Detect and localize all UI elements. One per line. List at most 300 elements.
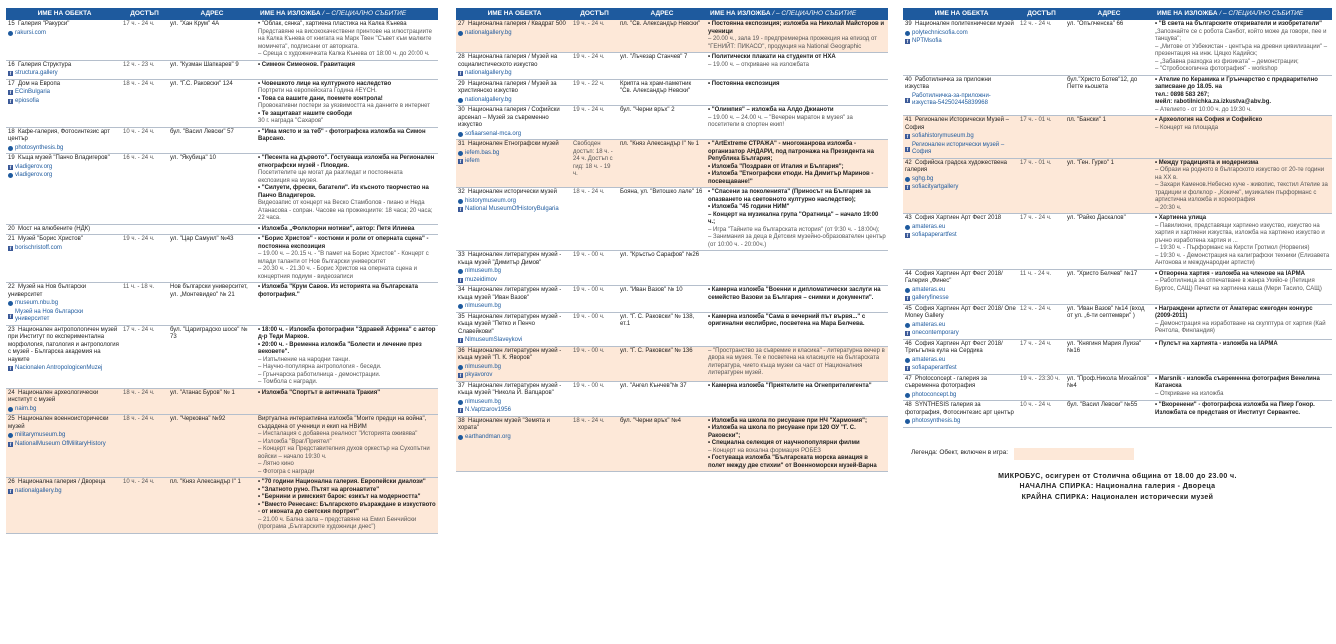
facebook-icon: f: [459, 277, 462, 283]
exhibition-title: • Това са вашите дани, поемете контрола!: [258, 95, 383, 102]
venue-number: 24: [8, 389, 15, 396]
venue-exhibition: [706, 382, 888, 416]
facebook-link[interactable]: [905, 295, 1016, 303]
venue-cell: [456, 188, 571, 250]
venue-cell: [903, 76, 1018, 116]
facebook-link[interactable]: [8, 98, 119, 106]
facebook-link[interactable]: [8, 441, 119, 449]
venue-address: бул. "Цариградско шосе" № 73: [170, 326, 248, 340]
venue-number: 21: [8, 236, 15, 242]
link-text[interactable]: sofiapaperartfest: [912, 232, 957, 238]
link-text[interactable]: NationalMuseum OfMilitaryHistory: [15, 440, 106, 447]
venue-name: Национален литературен музей - къща музей "П. К. Яворов": [458, 347, 562, 361]
facebook-link[interactable]: [905, 142, 1016, 157]
event-note: – Игра "Тайните на българската история" (от 9:30 ч. - 18:00ч);: [708, 226, 880, 233]
globe-icon: [8, 31, 13, 36]
venue-row: [6, 326, 438, 389]
event-note: – 21.00 ч. Бална зала – представяне на Емил Бенчийски (програма „Българските художници днес"): [258, 516, 417, 530]
globe-icon: [905, 177, 910, 182]
link-text[interactable]: sofiahistorymuseum.bg: [912, 133, 974, 139]
venue-address: пл. "Бански" 1: [1067, 117, 1106, 123]
link-text[interactable]: earthandman.org: [465, 433, 511, 440]
link-text[interactable]: photoconcept.bg: [912, 391, 957, 398]
website-link[interactable]: [8, 172, 119, 180]
link-text[interactable]: amateras.eu: [912, 356, 946, 363]
column-3: [903, 8, 1332, 636]
link-text[interactable]: pkyavorov: [465, 372, 493, 378]
event-note: – 19.00 ч. – откриване на изложбата: [708, 61, 809, 68]
exhibition-title: • 20:00 ч. - Временна изложба "Болести и лечение през вековете".: [258, 341, 422, 355]
header-time: ДОСТЪП: [130, 9, 159, 17]
venue-exhibition: [706, 347, 888, 381]
venue-address: [168, 225, 256, 235]
venue-number: 45: [905, 305, 912, 312]
venue-time: 19 ч. - 00 ч.: [573, 287, 605, 293]
venue-number: 15: [8, 21, 15, 27]
exhibition-title: • Гостуваща изложба "Българската морска авиация в полет между две стихии" от Военноморски музей-Варна: [708, 455, 877, 469]
venue-name: Галерия "Ракурси": [18, 21, 70, 27]
venue-number: 31: [458, 141, 465, 147]
venue-cell: [456, 382, 571, 416]
facebook-link[interactable]: [8, 70, 119, 78]
exhibition-title: • Постоянна експозиция; изложба на Николай Майсторов и ученици: [708, 21, 885, 35]
header-name: ИМЕ НА ОБЕКТА: [487, 9, 542, 17]
event-note: – Лятно кино: [258, 461, 294, 467]
header-exhibition-note: / – СПЕЦИАЛНО СЪБИТИЕ: [772, 9, 857, 17]
exhibition-title: тел.: 0898 583 267;: [1155, 91, 1210, 98]
venue-cell: [456, 347, 571, 381]
facebook-icon: f: [459, 338, 462, 344]
event-note: – Занимания за деца в Детския музейно-образователен център (от 10:00 ч. - 20:00ч.): [708, 234, 886, 248]
venue-name: Национален антропологичен музей при Институт по експериментална морфология, патология и антропология с музей - Българска академия на науките: [8, 326, 119, 363]
event-note: – Фотогра с награди: [258, 468, 315, 475]
facebook-link[interactable]: [905, 365, 1016, 373]
facebook-link[interactable]: [458, 337, 569, 345]
venue-number: 19: [8, 155, 15, 161]
exhibition-title: • Археология на София и Софийско: [1155, 117, 1263, 123]
venue-time: 19 ч. - 00 ч.: [573, 313, 605, 320]
venue-time: 10 ч. - 24 ч.: [123, 479, 155, 485]
venue-number: 35: [458, 313, 465, 320]
link-text[interactable]: structura.gallery: [15, 70, 58, 76]
exhibition-title: • Пулсът на хартията - изложба на IAPMA: [1155, 340, 1278, 347]
globe-icon: [8, 301, 13, 306]
exhibition-title: • Симеон Симеонов. Гравитация: [258, 61, 355, 68]
venue-time: 18 ч. - 24 ч.: [123, 80, 155, 87]
link-text[interactable]: amateras.eu: [912, 321, 946, 328]
link-text[interactable]: N.Vaptzarov1956: [465, 407, 511, 413]
link-text[interactable]: galleryfinesse: [912, 295, 949, 301]
facebook-link[interactable]: [458, 277, 569, 285]
venue-address: ул. "Цар Самуил" №43: [170, 236, 234, 242]
link-text[interactable]: amateras.eu: [912, 286, 946, 293]
link-text[interactable]: rakursi.com: [15, 29, 47, 36]
event-note: – Концерт на площада: [1155, 124, 1219, 131]
venue-exhibition: [706, 188, 888, 250]
venue-exhibition: [256, 389, 438, 415]
facebook-link[interactable]: [905, 184, 1016, 192]
venue-exhibition: [1153, 116, 1332, 158]
exhibition-title: • 18:00 ч. - Изложба фотографии "Здравей Африка" с автор д-р Теди Марков.: [258, 326, 436, 340]
venue-address: ул. "Атанас Буров" № 1: [170, 389, 235, 396]
exhibition-title: • Награждени артисти от Аматерас ежегоден конкурс (2009-2011): [1155, 305, 1313, 319]
link-text[interactable]: sofiaarsenal-mca.org: [465, 130, 522, 137]
website-link[interactable]: [458, 30, 569, 38]
venue-exhibition: [256, 225, 438, 235]
venue-cell: [903, 270, 1018, 304]
link-text[interactable]: nationalgallery.bg: [15, 487, 62, 494]
facebook-link[interactable]: [905, 232, 1016, 240]
venue-row: [456, 382, 888, 417]
venue-name: Национален археологически институт с музей: [8, 389, 99, 403]
link-text[interactable]: polytechnicsofia.com: [912, 29, 968, 36]
header-name: ИМЕ НА ОБЕКТА: [934, 9, 989, 17]
facebook-link[interactable]: [458, 158, 569, 166]
legend: [903, 448, 1332, 460]
website-link[interactable]: [905, 322, 1016, 330]
header-exhibition: [256, 10, 438, 18]
header-name: ИМЕ НА ОБЕКТА: [37, 9, 92, 17]
link-text[interactable]: sofiacityartgallery: [912, 184, 959, 190]
link-text[interactable]: historymuseum.org: [465, 197, 517, 204]
globe-icon: [458, 304, 463, 309]
venue-time: 10 ч. - 24 ч.: [1020, 402, 1052, 408]
website-link[interactable]: [458, 268, 569, 276]
column-1: [6, 8, 438, 636]
website-link[interactable]: [8, 406, 119, 414]
venue-number: 44: [905, 270, 912, 277]
venue-time: 19 ч. - 24 ч.: [573, 21, 605, 27]
facebook-icon: f: [9, 98, 12, 104]
venue-row: [6, 128, 438, 155]
event-note: – Изложба "Враг/Приятел": [258, 438, 332, 445]
venue-cell: [903, 116, 1018, 158]
venue-number: 23: [8, 326, 15, 333]
facebook-link[interactable]: [8, 309, 119, 324]
website-link[interactable]: [458, 364, 569, 372]
link-text[interactable]: nationalgallery.bg: [465, 70, 512, 76]
venue-name: Национален литературен музей - къща музей "Иван Вазов": [458, 287, 562, 301]
facebook-link[interactable]: [8, 488, 119, 496]
website-link[interactable]: [905, 392, 1016, 400]
venue-number: 34: [458, 287, 465, 293]
globe-icon: [458, 151, 463, 156]
link-text[interactable]: iefem.bas.bg: [465, 149, 500, 156]
venue-row: [6, 225, 438, 236]
exhibition-title: • Изложба "Етнографски етюди. На Димитър Маринов - посвещаване!": [708, 171, 874, 185]
venue-address: ул. "Иван Вазов" №14 (вход от ул. „6-ти септември" ): [1067, 305, 1145, 319]
link-text[interactable]: amateras.eu: [912, 223, 946, 230]
facebook-link[interactable]: [8, 164, 119, 172]
exhibition-title: • Marsnik - изложба съвременна фотография Венелина Катанска: [1155, 375, 1320, 389]
facebook-link[interactable]: [458, 407, 569, 415]
facebook-icon: f: [906, 185, 909, 191]
venue-name: София Хартиен Арт Фест 2018: [915, 215, 1002, 221]
link-text[interactable]: sghg.bg: [912, 175, 934, 182]
website-link[interactable]: [905, 357, 1016, 365]
facebook-icon: f: [906, 97, 909, 103]
venue-exhibition: [706, 53, 888, 79]
header-exhibition-label: ИМЕ НА ИЗЛОЖБА: [260, 9, 321, 17]
website-link[interactable]: [905, 30, 1016, 38]
event-note: – Образи на родното в българското изкуство от 20-те години на XX в.: [1155, 167, 1325, 181]
venue-number: 47: [905, 375, 912, 382]
venue-name: Работилничка за приложни изкуства: [905, 76, 992, 90]
link-text[interactable]: epiosofia: [15, 97, 40, 104]
website-link[interactable]: [458, 131, 569, 139]
website-link[interactable]: [8, 432, 119, 440]
link-text[interactable]: photosynthesis.bg: [15, 144, 64, 151]
website-link[interactable]: [8, 300, 119, 308]
table-header: [456, 8, 888, 20]
venue-exhibition: [706, 80, 888, 106]
exhibition-title: • "Силуети, фрески, багатели". Из късното творчество на Панчо Владигеров.: [258, 185, 429, 199]
facebook-link[interactable]: [905, 133, 1016, 141]
venue-name: Photoconcept - галерия за съвременна фотография: [905, 375, 987, 389]
link-text[interactable]: onecontemporary: [912, 330, 959, 336]
link-text[interactable]: muzeidimov: [465, 276, 498, 283]
exhibition-title: • "Бернини и римският барок: езикът на модерността": [258, 494, 421, 500]
venue-time: 19 ч. - 00 ч.: [573, 382, 605, 389]
globe-icon: [458, 199, 463, 204]
venue-number: 40: [905, 76, 912, 83]
venue-cell: [6, 20, 121, 60]
link-text[interactable]: NlmuseumSlaveykovi: [465, 337, 523, 343]
header-exhibition: [706, 10, 888, 18]
venue-row: [903, 214, 1332, 270]
exhibition-title: • Те защитават нашите свободи: [258, 110, 352, 117]
venue-time: 17 ч. - 24 ч.: [123, 21, 155, 27]
facebook-link[interactable]: [905, 330, 1016, 338]
venue-time: 17 ч. - 24 ч.: [1020, 340, 1052, 347]
header-exhibition-label: ИМЕ НА ИЗЛОЖБА: [1157, 9, 1218, 17]
facebook-link[interactable]: [458, 70, 569, 78]
venue-number: 17: [8, 80, 15, 87]
event-note: – Грънчарска работилница - демонстрации.: [258, 371, 381, 378]
website-link[interactable]: [458, 198, 569, 206]
globe-icon: [458, 98, 463, 103]
facebook-icon: f: [459, 408, 462, 414]
venue-address: ул. "Якубица" 10: [170, 155, 216, 161]
venue-number: 38: [458, 417, 465, 424]
exhibition-title: • Изложба "Спортът в античната Тракия": [258, 389, 381, 396]
globe-icon: [8, 407, 13, 412]
facebook-icon: f: [9, 488, 12, 494]
venue-cell: [456, 417, 571, 472]
event-note: – „Забавна разходка из физиката" – демонстрации;: [1155, 58, 1299, 65]
facebook-icon: f: [906, 146, 909, 152]
venue-cell: [6, 415, 121, 477]
link-text[interactable]: Nacionalen AntropologicenMuzej: [15, 365, 103, 371]
link-text[interactable]: National MuseumOfHistoryBulgaria: [465, 206, 559, 212]
venue-cell: [456, 106, 571, 139]
venue-time: 17 ч. - 01 ч.: [1020, 117, 1052, 123]
event-note: – Захари Каменов.Небесно куче - живопис, текстил Ателие за традиции и фолклор - „Кокиче", музикален пърформанс с артистична изложба и хореография: [1155, 182, 1328, 203]
facebook-icon: f: [459, 71, 462, 77]
link-text[interactable]: vladigerov.org: [15, 172, 53, 178]
header-exhibition-label: ИМЕ НА ИЗЛОЖБА: [710, 9, 771, 17]
event-note: Провокативни постери за уязвимостта на данните в интернет: [258, 103, 430, 109]
link-text[interactable]: photosynthesis.bg: [912, 418, 961, 424]
venue-row: [456, 106, 888, 140]
link-text[interactable]: nationalgallery.bg: [465, 96, 512, 103]
website-link[interactable]: [905, 176, 1016, 184]
event-note: – Концерт на вокална формация РОБЕЗ: [708, 447, 821, 454]
globe-icon: [905, 358, 910, 363]
website-link[interactable]: [458, 399, 569, 407]
facebook-link[interactable]: [8, 365, 119, 373]
event-note: – 20:30 ч.: [1155, 204, 1182, 211]
venue-address: бул. "Черни връх" №4: [620, 417, 681, 424]
venue-row: [456, 347, 888, 382]
exhibition-title: – Концерт на музикална група "Оратница" – начало 19:00 ч.;: [708, 211, 879, 225]
venue-cell: [456, 20, 571, 52]
venue-row: [456, 20, 888, 53]
exhibition-title: • Специална селекция от научнопопулярни филми: [708, 440, 860, 446]
venue-name: Музей на Нов български университет: [8, 284, 87, 298]
facebook-link[interactable]: [8, 89, 119, 97]
exhibition-title: • "Олимпия" – изложба на Алдо Джианоти: [708, 107, 834, 113]
venue-address: ул. "Ангел Кънчев"№ 37: [620, 382, 687, 389]
venue-name: Национална галерия / Музей на социалистическото изкуство: [458, 54, 558, 68]
facebook-icon: f: [906, 134, 909, 140]
facebook-link[interactable]: [458, 372, 569, 380]
facebook-icon: f: [9, 366, 12, 372]
venue-number: 20: [8, 225, 15, 232]
venue-row: [6, 415, 438, 478]
website-link[interactable]: [905, 224, 1016, 232]
column-2: [456, 8, 888, 636]
link-text[interactable]: NPTMsofia: [912, 38, 942, 44]
venue-number: 41: [905, 117, 912, 123]
link-text[interactable]: nationalgallery.bg: [465, 29, 512, 36]
globe-icon: [8, 173, 13, 178]
venue-exhibition: [1153, 159, 1332, 214]
venue-name: Национален Етнографски музей: [468, 141, 559, 147]
venue-time: 18 ч. - 24 ч.: [123, 416, 155, 422]
venue-cell: [456, 53, 571, 79]
venue-cell: [903, 214, 1018, 269]
venue-cell: [6, 326, 121, 388]
link-text[interactable]: nlmuseum.bg: [465, 303, 502, 309]
exhibition-title: • Човешкото лице на културното наследство: [258, 80, 392, 87]
venue-exhibition: [256, 128, 438, 154]
link-text[interactable]: militarymuseum.bg: [15, 432, 66, 438]
link-text[interactable]: Работилничка-за-приложни-изкуства-542502445839968: [912, 92, 991, 106]
exhibition-title: • "Борис Христов" - костюми и роли от оперната сцена" - постоянна експозиция: [258, 236, 429, 250]
venue-row: [456, 188, 888, 251]
venue-time: 19 ч. - 22 ч.: [573, 80, 605, 87]
venue-name: Национална галерия / Музей за християнско изкуство: [458, 80, 557, 94]
venue-address: ул. "Опълченска" 66: [1067, 21, 1124, 27]
venue-address: пл. "Княз Александър I" № 1: [620, 141, 699, 147]
facebook-link[interactable]: [905, 38, 1016, 46]
venue-name: Кафе-галерия, Фотосинтезис арт център: [8, 128, 111, 142]
facebook-icon: f: [906, 296, 909, 302]
facebook-link[interactable]: [8, 245, 119, 253]
venue-name: Национален музей "Земята и хората": [458, 417, 550, 431]
link-text[interactable]: vladigerov.org: [15, 163, 53, 170]
event-note: – Откриване на изложба: [1155, 390, 1224, 397]
link-text[interactable]: Регионален исторически музей – София: [912, 141, 1005, 155]
website-link[interactable]: [905, 287, 1016, 295]
venue-name: Национален литературен музей - къща музей "Петко и Пенчо Славейкови": [458, 313, 562, 335]
link-text[interactable]: naim.bg: [15, 405, 37, 412]
venue-exhibition: [706, 140, 888, 187]
website-link[interactable]: [458, 97, 569, 105]
event-note: – Демонстрация на изработване на скулптура от хартия (Кай Рентола, Финландия): [1155, 320, 1326, 334]
website-link[interactable]: [458, 150, 569, 158]
venue-name: Национален политехнически музей: [915, 21, 1014, 27]
venue-time: 19 ч. - 24 ч.: [573, 54, 605, 60]
exhibition-title: • "Златното руно. Пътят на аргонавтите": [258, 486, 380, 493]
link-text[interactable]: iefem: [465, 158, 480, 164]
venue-cell: [456, 251, 571, 285]
venue-row: [6, 80, 438, 128]
venue-row: [903, 401, 1332, 428]
venue-address: бул. "Васил Левски" 57: [170, 128, 234, 135]
facebook-link[interactable]: [905, 93, 1016, 108]
venue-number: 30: [458, 107, 465, 113]
link-text[interactable]: sofiapaperartfest: [912, 365, 957, 371]
venue-exhibition: [256, 415, 438, 477]
website-link[interactable]: [8, 30, 119, 38]
link-text[interactable]: nlmuseum.bg: [465, 268, 502, 274]
event-note: „Запознайте се с робота Санбот, който може да говори, пее и танцува";: [1155, 28, 1327, 42]
venue-number: 36: [458, 347, 465, 354]
globe-icon: [458, 435, 463, 440]
website-link[interactable]: [905, 418, 1016, 426]
venue-cell: [6, 128, 121, 154]
link-text[interactable]: borischristoff.com: [15, 244, 62, 251]
venue-row: [903, 375, 1332, 402]
venue-address: ул. "Лъчезар Станчев" 7: [620, 54, 688, 60]
link-text[interactable]: nlmuseum.bg: [465, 363, 502, 370]
globe-icon: [8, 433, 13, 438]
exhibition-title: • "Има място и за теб" - фотографска изложба на Симон Варсано.: [258, 128, 426, 142]
venue-number: 25: [8, 416, 15, 422]
venue-row: [456, 313, 888, 347]
venue-exhibition: [256, 478, 438, 533]
link-text[interactable]: museum.nbu.bg: [15, 300, 59, 306]
facebook-icon: f: [906, 233, 909, 239]
globe-icon: [905, 323, 910, 328]
venue-time: 18 ч. - 24 ч.: [123, 389, 155, 396]
bus-line: НАЧАЛНА СПИРКА: Национална галерия - Двореца: [1019, 483, 1216, 491]
event-note: – 19.00 ч. – 20.15 ч. - "В памет на Борис Христов" - Концерт с млади таланти от Нов български университет: [258, 251, 429, 265]
globe-icon: [458, 365, 463, 370]
website-link[interactable]: [458, 303, 569, 311]
venue-cell: [903, 340, 1018, 374]
link-text[interactable]: Музей на Нов български университет: [15, 308, 84, 322]
venue-row: [456, 251, 888, 286]
facebook-icon: f: [9, 245, 12, 251]
website-link[interactable]: [458, 434, 569, 442]
venue-name: Национален военноисторически музей: [8, 416, 109, 430]
venue-exhibition: [256, 80, 438, 127]
link-text[interactable]: nlmuseum.bg: [465, 398, 502, 405]
venue-number: 42: [905, 159, 912, 166]
facebook-link[interactable]: [458, 206, 569, 214]
header-exhibition-note: / – СПЕЦИАЛНО СЪБИТИЕ: [322, 9, 407, 17]
website-link[interactable]: [8, 145, 119, 153]
venue-number: 28: [458, 54, 465, 60]
venue-number: 48: [905, 402, 912, 408]
legend-swatch: [1014, 448, 1134, 460]
event-note: – Томбола с награди.: [258, 379, 318, 385]
venue-number: 26: [8, 479, 15, 485]
link-text[interactable]: ECinBulgaria: [15, 89, 51, 95]
